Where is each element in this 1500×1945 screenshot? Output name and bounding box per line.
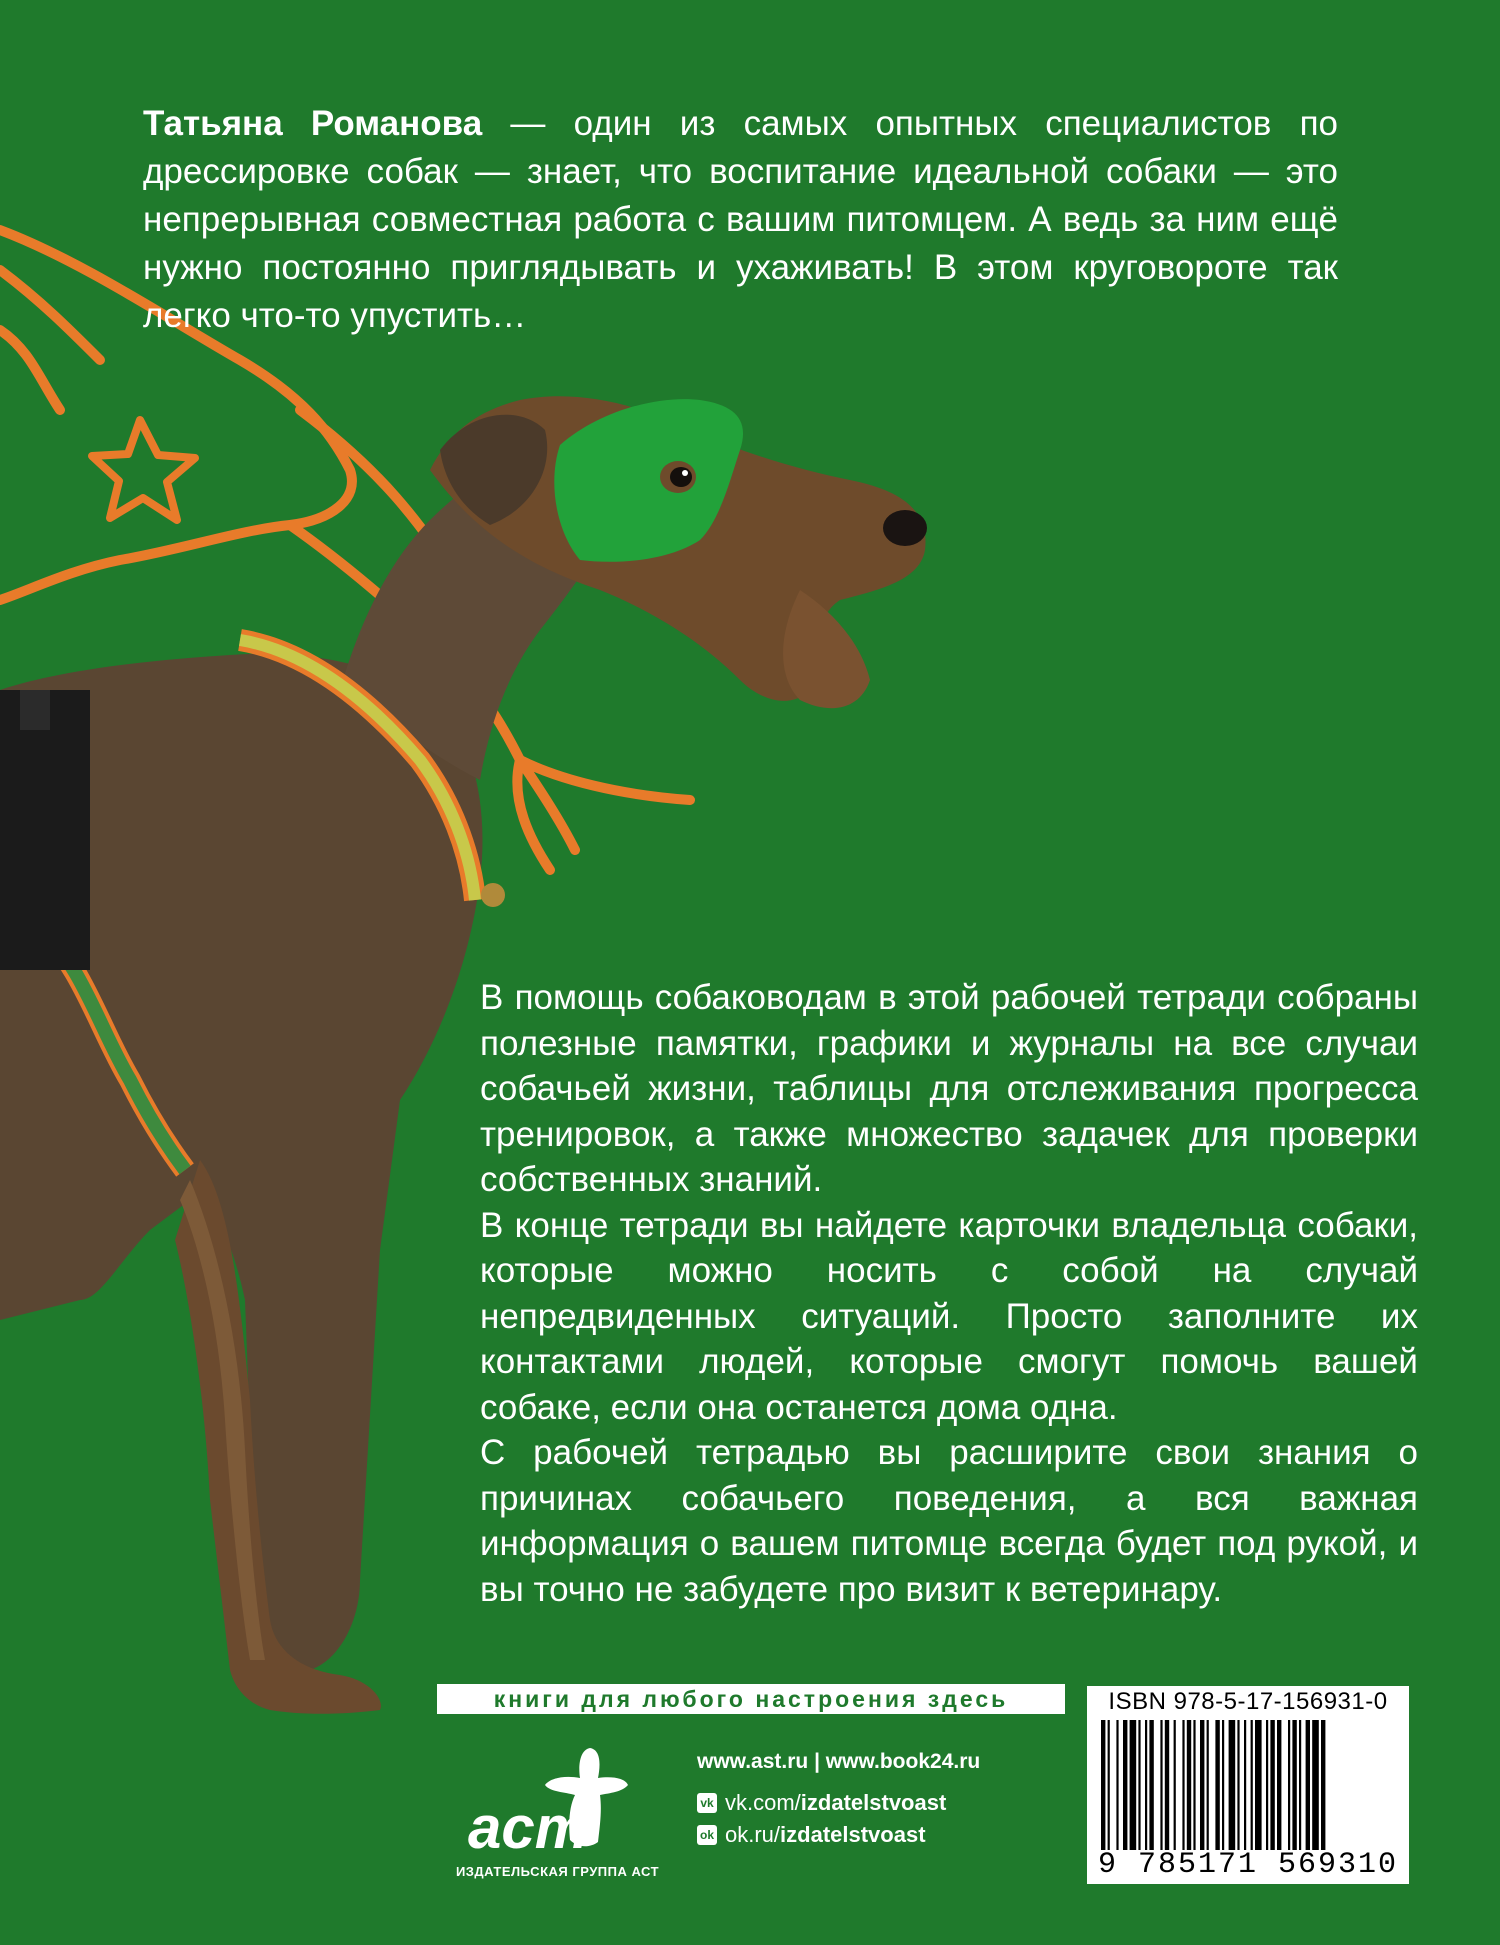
vk-icon: vk: [697, 1793, 717, 1813]
ok-handle: izdatelstvoast: [780, 1822, 926, 1847]
barcode-bar: [1266, 1720, 1268, 1850]
intro-text: — один из самых опытных специалистов по дрессировке собак — знает, что воспитание идеальной собаки — это непрерывная совместная работа с вашим питомцем. А ведь за ним ещё нужно постоянно приглядывать и ухаживать! В этом круговороте так легко что-то упустить…: [143, 104, 1338, 335]
barcode-bar: [1182, 1720, 1184, 1850]
barcode-bar: [1255, 1720, 1262, 1850]
vk-prefix: vk.com/: [725, 1790, 801, 1815]
ok-link[interactable]: [697, 1822, 926, 1848]
star-icon: [92, 420, 195, 520]
barcode-bar: [1207, 1720, 1209, 1850]
barcode-digits: 9 785171 569310: [1097, 1848, 1399, 1882]
barcode-bar: [1312, 1720, 1319, 1850]
tagline-banner: книги для любого настроения здесь: [437, 1684, 1065, 1714]
isbn-barcode-box: [1087, 1686, 1409, 1884]
website-links[interactable]: www.ast.ru | www.book24.ru: [697, 1750, 981, 1773]
description-paragraph-3: С рабочей тетрадью вы расширите свои знания о причинах собачьего поведения, а вся важная информация о вашем питомце всегда будет под рукой, и вы точно не забудете про визит к ветеринару.: [480, 1433, 1418, 1609]
vk-handle: izdatelstvoast: [800, 1790, 947, 1815]
barcode-bar: [1174, 1720, 1176, 1850]
barcode-bar: [1215, 1720, 1219, 1850]
barcode-bar: [1222, 1720, 1224, 1850]
barcode-bar: [1187, 1720, 1191, 1850]
barcode-bar: [1299, 1720, 1301, 1850]
barcode-icon: [1097, 1720, 1399, 1850]
barcode-bar: [1292, 1720, 1296, 1850]
barcode-bar: [1229, 1720, 1236, 1850]
barcode-bar: [1244, 1720, 1246, 1850]
barcode-bar: [1251, 1720, 1253, 1850]
barcode-bar: [1200, 1720, 1204, 1850]
barcode-bar: [1288, 1720, 1290, 1850]
barcode-bar: [1321, 1720, 1325, 1850]
isbn-label: ISBN 978-5-17-156931-0: [1108, 1688, 1388, 1715]
logo-text: аст: [468, 1794, 589, 1861]
barcode-bar: [1145, 1720, 1147, 1850]
description-paragraph-2: В конце тетради вы найдете карточки владельца собаки, которые можно носить с собой на случай непредвиденных ситуаций. Просто заполните их контактами людей, которые смогут помочь вашей собаке, если она останется дома одна.: [480, 1205, 1418, 1427]
description-text: [480, 975, 1418, 1612]
barcode-bar: [1138, 1720, 1140, 1850]
ok-icon: ok: [697, 1825, 717, 1845]
intro-paragraph: [143, 100, 1338, 340]
description-paragraph-1: В помощь собаководам в этой рабочей тетради собраны полезные памятки, графики и журналы на все случаи собачьей жизни, таблицы для отслеживания прогресса тренировок, а также множество задачек для проверки собственных знаний.: [480, 978, 1418, 1199]
barcode-bar: [1165, 1720, 1169, 1850]
barcode-bar: [1108, 1720, 1110, 1850]
barcode-bar: [1101, 1720, 1105, 1850]
barcode-bar: [1237, 1720, 1239, 1850]
barcode-bar: [1123, 1720, 1127, 1850]
barcode-bar: [1149, 1720, 1153, 1850]
barcode-bar: [1270, 1720, 1274, 1850]
barcode-bar: [1130, 1720, 1137, 1850]
barcode-bar: [1306, 1720, 1310, 1850]
publisher-name: ИЗДАТЕЛЬСКАЯ ГРУППА АСТ: [455, 1864, 660, 1879]
ast-logo: [450, 1730, 660, 1870]
author-name: Татьяна Романова: [143, 104, 483, 143]
barcode-bar: [1193, 1720, 1195, 1850]
barcode-bar: [1116, 1720, 1118, 1850]
barcode-bar: [1160, 1720, 1162, 1850]
ok-prefix: ok.ru/: [725, 1822, 781, 1847]
vk-link[interactable]: [697, 1790, 946, 1816]
barcode-bar: [1277, 1720, 1281, 1850]
